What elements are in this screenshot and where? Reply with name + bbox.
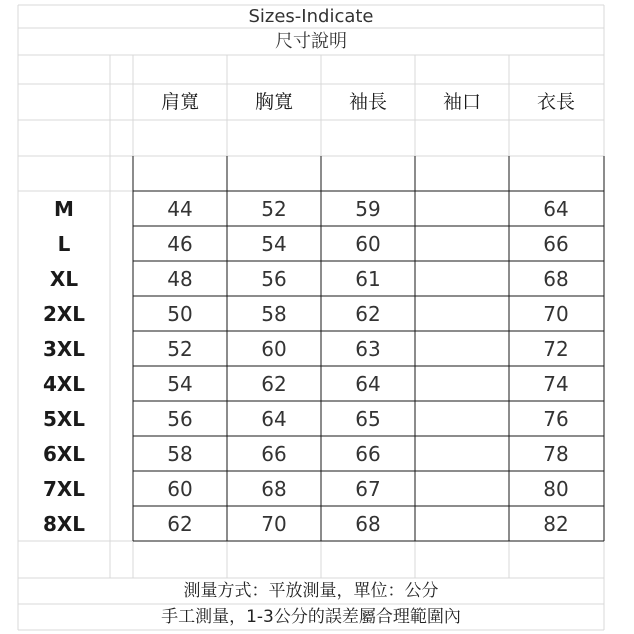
measurement-cell: 50 [167, 301, 193, 326]
header-sleeve-length: 袖長 [348, 90, 387, 113]
header-chest: 胸寬 [254, 90, 293, 113]
measurement-cell [415, 226, 509, 261]
measurement-cell: 76 [543, 406, 569, 431]
measurement-cell: 78 [543, 441, 569, 466]
measurement-cell: 59 [355, 196, 381, 221]
measurement-cell: 63 [355, 336, 381, 361]
size-label: 7XL [42, 476, 86, 501]
measurement-cell: 64 [543, 196, 569, 221]
size-label: 3XL [42, 336, 86, 361]
size-label: M [54, 196, 74, 221]
measurement-cell: 54 [167, 371, 193, 396]
measurement-cell: 80 [543, 476, 569, 501]
measurement-cell: 58 [261, 301, 287, 326]
size-label: 2XL [42, 301, 86, 326]
measurement-cell: 61 [355, 266, 381, 291]
measurement-cell: 74 [543, 371, 569, 396]
measurement-cell: 68 [543, 266, 569, 291]
size-label: 4XL [42, 371, 86, 396]
size-label: L [57, 231, 71, 256]
header-cuff: 袖口 [442, 90, 481, 113]
header-shoulder: 肩寬 [160, 90, 199, 113]
measurement-cell: 65 [355, 406, 381, 431]
size-label: 8XL [42, 511, 86, 536]
measurement-cell: 64 [261, 406, 287, 431]
measurement-cell: 58 [167, 441, 193, 466]
measurement-cell [415, 471, 509, 506]
measurement-cell: 60 [261, 336, 287, 361]
measurement-note: 測量方式：平放測量，單位：公分 [183, 580, 439, 601]
measurement-cell: 56 [167, 406, 193, 431]
size-label: 5XL [42, 406, 86, 431]
title-english: Sizes-Indicate [248, 6, 374, 27]
measurement-cell: 52 [167, 336, 193, 361]
measurement-cell [415, 506, 509, 541]
measurement-cell: 67 [355, 476, 381, 501]
title-chinese: 尺寸說明 [275, 31, 347, 52]
measurement-cell [415, 191, 509, 226]
measurement-cell: 46 [167, 231, 193, 256]
header-body-length: 衣長 [536, 90, 575, 113]
measurement-cell: 64 [355, 371, 381, 396]
size-label: 6XL [42, 441, 86, 466]
measurement-cell: 66 [261, 441, 287, 466]
measurement-cell: 62 [261, 371, 287, 396]
measurement-cell: 44 [167, 196, 193, 221]
measurement-cell: 52 [261, 196, 287, 221]
measurement-cell: 56 [261, 266, 287, 291]
measurement-cell [415, 366, 509, 401]
measurement-cell: 54 [261, 231, 287, 256]
measurement-cell: 62 [167, 511, 193, 536]
measurement-cell: 60 [355, 231, 381, 256]
measurement-cell [415, 436, 509, 471]
measurement-cell [415, 331, 509, 366]
size-label: XL [49, 266, 79, 291]
measurement-cell: 68 [355, 511, 381, 536]
measurement-cell [415, 296, 509, 331]
measurement-cell: 70 [261, 511, 287, 536]
measurement-cell: 60 [167, 476, 193, 501]
measurement-cell: 72 [543, 336, 569, 361]
measurement-cell: 62 [355, 301, 381, 326]
measurement-cell: 82 [543, 511, 569, 536]
measurement-cell: 68 [261, 476, 287, 501]
measurement-cell: 70 [543, 301, 569, 326]
tolerance-note: 手工測量，1-3公分的誤差屬合理範圍內 [161, 606, 461, 627]
measurement-cell: 48 [167, 266, 193, 291]
measurement-cell: 66 [543, 231, 569, 256]
measurement-cell: 66 [355, 441, 381, 466]
measurement-cell [415, 261, 509, 296]
measurement-cell [415, 401, 509, 436]
